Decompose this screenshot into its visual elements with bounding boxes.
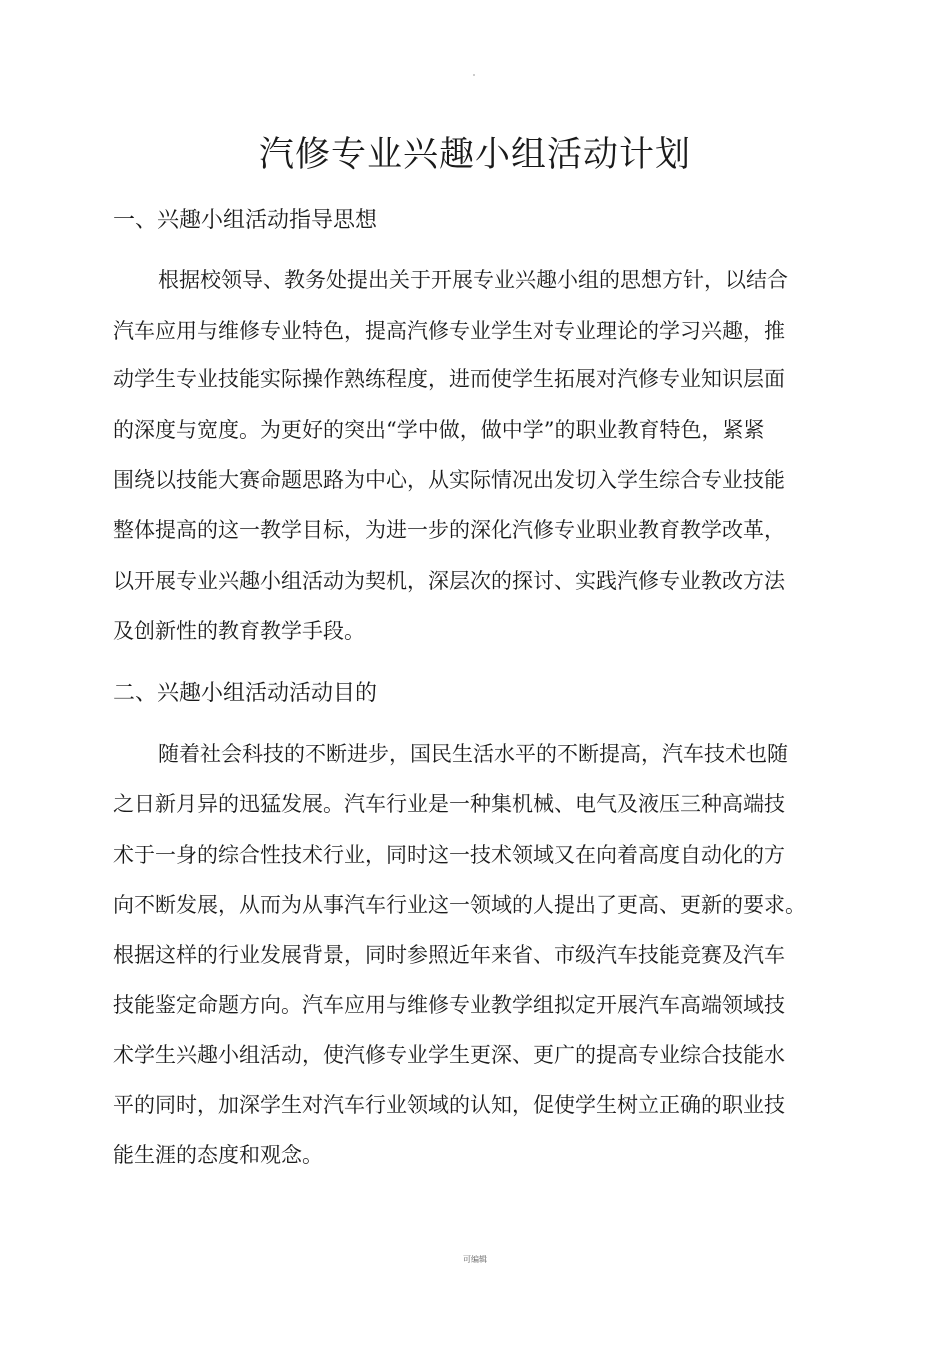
paragraph-line: 之日新月异的迅猛发展。汽车行业是一种集机械、电气及液压三种高端技 [113, 792, 785, 816]
paragraph-line: 随着社会科技的不断进步，国民生活水平的不断提高，汽车技术也随 [158, 742, 788, 766]
section-heading-2: 二、兴趣小组活动活动目的 [113, 681, 378, 706]
paragraph-line: 汽车应用与维修专业特色，提高汽修专业学生对专业理论的学习兴趣，推 [113, 319, 785, 343]
paragraph-line: 平的同时，加深学生对汽车行业领域的认知，促使学生树立正确的职业技 [113, 1093, 785, 1117]
paragraph-line: 术于一身的综合性技术行业，同时这一技术领域又在向着高度自动化的方 [113, 843, 785, 867]
paragraph-line: 整体提高的这一教学目标，为进一步的深化汽修专业职业教育教学改革， [113, 518, 785, 542]
paragraph-line: 及创新性的教育教学手段。 [113, 619, 365, 643]
paragraph-line: 术学生兴趣小组活动，使汽修专业学生更深、更广的提高专业综合技能水 [113, 1043, 785, 1067]
paragraph-line: 围绕以技能大赛命题思路为中心，从实际情况出发切入学生综合专业技能 [113, 468, 785, 492]
paragraph-line: 向不断发展，从而为从事汽车行业这一领域的人提出了更高、更新的要求。 [113, 893, 806, 917]
document-title: 汽修专业兴趣小组活动计划 [258, 135, 691, 175]
paragraph-line: 以开展专业兴趣小组活动为契机，深层次的探讨、实践汽修专业教改方法 [113, 569, 785, 593]
paragraph-line: 技能鉴定命题方向。汽车应用与维修专业教学组拟定开展汽车高端领域技 [113, 993, 785, 1017]
section-heading-1: 一、兴趣小组活动指导思想 [113, 208, 378, 233]
paragraph-line: 根据校领导、教务处提出关于开展专业兴趣小组的思想方针，以结合 [158, 268, 788, 292]
paragraph-line: 根据这样的行业发展背景，同时参照近年来省、市级汽车技能竞赛及汽车 [113, 943, 785, 967]
top-dot-mark [473, 74, 475, 76]
paragraph-line: 能生涯的态度和观念。 [113, 1143, 323, 1167]
paragraph-line: 的深度与宽度。为更好的突出“学中做，做中学”的职业教育特色，紧紧 [113, 418, 765, 442]
page-footer: 可编辑 [463, 1255, 487, 1264]
paragraph-line: 动学生专业技能实际操作熟练程度，进而使学生拓展对汽修专业知识层面 [113, 367, 785, 391]
